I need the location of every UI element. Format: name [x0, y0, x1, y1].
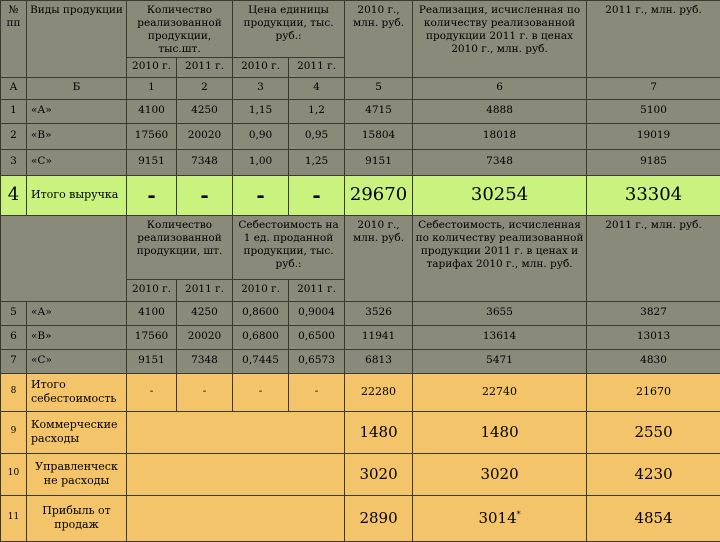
revenue-total-recalc: 30254 [413, 175, 587, 215]
cost-2011: 4830 [587, 349, 720, 373]
admin-recalc: 3020 [413, 453, 587, 495]
revenue-2011: 19019 [587, 123, 720, 149]
header2-row-1 [1, 215, 720, 279]
empty-merged-cell [127, 495, 345, 541]
price-2010: 0,90 [233, 123, 289, 149]
admin-2010: 3020 [345, 453, 413, 495]
header-qty-2010: 2010 г. [127, 57, 177, 77]
table-row [1, 325, 720, 349]
admin-expenses-row [1, 453, 720, 495]
revenue-total-2011: 33304 [587, 175, 720, 215]
footnote-mark: * [517, 510, 521, 519]
cost-recalc: 3655 [413, 301, 587, 325]
row-number: 2 [1, 123, 27, 149]
cost-recalc: 5471 [413, 349, 587, 373]
revenue-2010: 9151 [345, 149, 413, 175]
revenue-recalc: 18018 [413, 123, 587, 149]
index-cell: 3 [233, 77, 289, 99]
header2-2011-cost: 2011 г., млн. руб. [587, 215, 720, 301]
table-row [1, 99, 720, 123]
unit-cost-2011: 0,6573 [289, 349, 345, 373]
revenue-total-label: Итого выручка [27, 175, 127, 215]
header-price-2011: 2011 г. [289, 57, 345, 77]
qty-2010: 4100 [127, 99, 177, 123]
index-cell: 2 [177, 77, 233, 99]
qty-2010: 4100 [127, 301, 177, 325]
qty-2010: 9151 [127, 149, 177, 175]
cost-total-2010: 22280 [345, 373, 413, 411]
product-name: «А» [27, 301, 127, 325]
qty-2011: 4250 [177, 301, 233, 325]
header-row-1 [1, 1, 720, 58]
revenue-recalc: 4888 [413, 99, 587, 123]
cost-2010: 3526 [345, 301, 413, 325]
product-name: «С» [27, 149, 127, 175]
cost-total-2011: 21670 [587, 373, 720, 411]
index-cell: А [1, 77, 27, 99]
table-row [1, 301, 720, 325]
table-row [1, 149, 720, 175]
price-2011: 1,2 [289, 99, 345, 123]
unit-cost-2011: 0,9004 [289, 301, 345, 325]
header2-qty-2010: 2010 г. [127, 279, 177, 301]
header-qty-sold: Количество реализованной продукции, тыс.шт. [127, 1, 233, 58]
qty-2011: 20020 [177, 123, 233, 149]
dash-cell: - [177, 175, 233, 215]
dash-cell: - [233, 373, 289, 411]
empty-merged-cell [127, 411, 345, 453]
qty-2010: 17560 [127, 325, 177, 349]
cost-2010: 6813 [345, 349, 413, 373]
dash-cell: - [289, 175, 345, 215]
commercial-recalc: 1480 [413, 411, 587, 453]
index-cell: 1 [127, 77, 177, 99]
price-2011: 0,95 [289, 123, 345, 149]
dash-cell: - [127, 175, 177, 215]
profit-recalc-cell [413, 495, 587, 541]
column-index-row [1, 77, 720, 99]
cost-2010: 11941 [345, 325, 413, 349]
cost-total-label: Итого себестоимость [27, 373, 127, 411]
index-cell: Б [27, 77, 127, 99]
header-product-type: Виды продукции [27, 1, 127, 78]
revenue-2010: 4715 [345, 99, 413, 123]
cost-2011: 13013 [587, 325, 720, 349]
profit-recalc: 3014 [478, 509, 516, 527]
header-2010-revenue: 2010 г., млн. руб. [345, 1, 413, 78]
revenue-total-2010: 29670 [345, 175, 413, 215]
product-name: «А» [27, 99, 127, 123]
product-name: «С» [27, 349, 127, 373]
price-2011: 1,25 [289, 149, 345, 175]
header2-2010-cost: 2010 г., млн. руб. [345, 215, 413, 301]
row-number: 5 [1, 301, 27, 325]
cost-total-recalc: 22740 [413, 373, 587, 411]
qty-2011: 7348 [177, 349, 233, 373]
revenue-recalc: 7348 [413, 149, 587, 175]
header-recalc-revenue: Реализация, исчисленная по количеству реализованной продукции 2011 г. в ценах 2010 г., млн. руб. [413, 1, 587, 78]
index-cell: 6 [413, 77, 587, 99]
row-number: 7 [1, 349, 27, 373]
unit-cost-2010: 0,7445 [233, 349, 289, 373]
profit-2011: 4854 [587, 495, 720, 541]
product-name: «В» [27, 123, 127, 149]
header2-qty-2011: 2011 г. [177, 279, 233, 301]
revenue-2011: 5100 [587, 99, 720, 123]
price-2010: 1,00 [233, 149, 289, 175]
dash-cell: - [233, 175, 289, 215]
cost-total-row [1, 373, 720, 411]
unit-cost-2010: 0,8600 [233, 301, 289, 325]
profit-label: Прибыль от продаж [27, 495, 127, 541]
profit-2010: 2890 [345, 495, 413, 541]
empty-merged-cell [127, 453, 345, 495]
revenue-total-row [1, 175, 720, 215]
table-row [1, 123, 720, 149]
product-name: «В» [27, 325, 127, 349]
qty-2010: 9151 [127, 349, 177, 373]
header2-blank [1, 215, 127, 301]
price-2010: 1,15 [233, 99, 289, 123]
cost-2011: 3827 [587, 301, 720, 325]
profit-row [1, 495, 720, 541]
row-number: 11 [1, 495, 27, 541]
row-number: 9 [1, 411, 27, 453]
header-price-2010: 2010 г. [233, 57, 289, 77]
header2-recalc-cost: Себестоимость, исчисленная по количеству реализованной продукции 2011 г. в ценах и тарифах 2010 г., млн. руб. [413, 215, 587, 301]
header-2011-revenue: 2011 г., млн. руб. [587, 1, 720, 78]
qty-2011: 4250 [177, 99, 233, 123]
qty-2010: 17560 [127, 123, 177, 149]
header2-qty-sold: Количество реализованной продукции, шт. [127, 215, 233, 279]
row-number: 8 [1, 373, 27, 411]
header-num: № пп [1, 1, 27, 78]
index-cell: 7 [587, 77, 720, 99]
index-cell: 4 [289, 77, 345, 99]
header-unit-price: Цена единицы продукции, тыс. руб.: [233, 1, 345, 58]
row-number: 10 [1, 453, 27, 495]
revenue-2010: 15804 [345, 123, 413, 149]
header2-cost-2011: 2011 г. [289, 279, 345, 301]
revenue-2011: 9185 [587, 149, 720, 175]
qty-2011: 20020 [177, 325, 233, 349]
admin-2011: 4230 [587, 453, 720, 495]
row-number: 4 [1, 175, 27, 215]
header2-unit-cost: Себестоимость на 1 ед. проданной продукции, тыс. руб.: [233, 215, 345, 279]
unit-cost-2011: 0,6500 [289, 325, 345, 349]
dash-cell: - [127, 373, 177, 411]
header2-cost-2010: 2010 г. [233, 279, 289, 301]
dash-cell: - [289, 373, 345, 411]
header-qty-2011: 2011 г. [177, 57, 233, 77]
commercial-expenses-row [1, 411, 720, 453]
admin-expenses-label: Управленческ не расходы [27, 453, 127, 495]
commercial-2010: 1480 [345, 411, 413, 453]
qty-2011: 7348 [177, 149, 233, 175]
commercial-2011: 2550 [587, 411, 720, 453]
row-number: 1 [1, 99, 27, 123]
dash-cell: - [177, 373, 233, 411]
row-number: 3 [1, 149, 27, 175]
row-number: 6 [1, 325, 27, 349]
commercial-expenses-label: Коммерческие расходы [27, 411, 127, 453]
cost-recalc: 13614 [413, 325, 587, 349]
table-row [1, 349, 720, 373]
index-cell: 5 [345, 77, 413, 99]
unit-cost-2010: 0,6800 [233, 325, 289, 349]
